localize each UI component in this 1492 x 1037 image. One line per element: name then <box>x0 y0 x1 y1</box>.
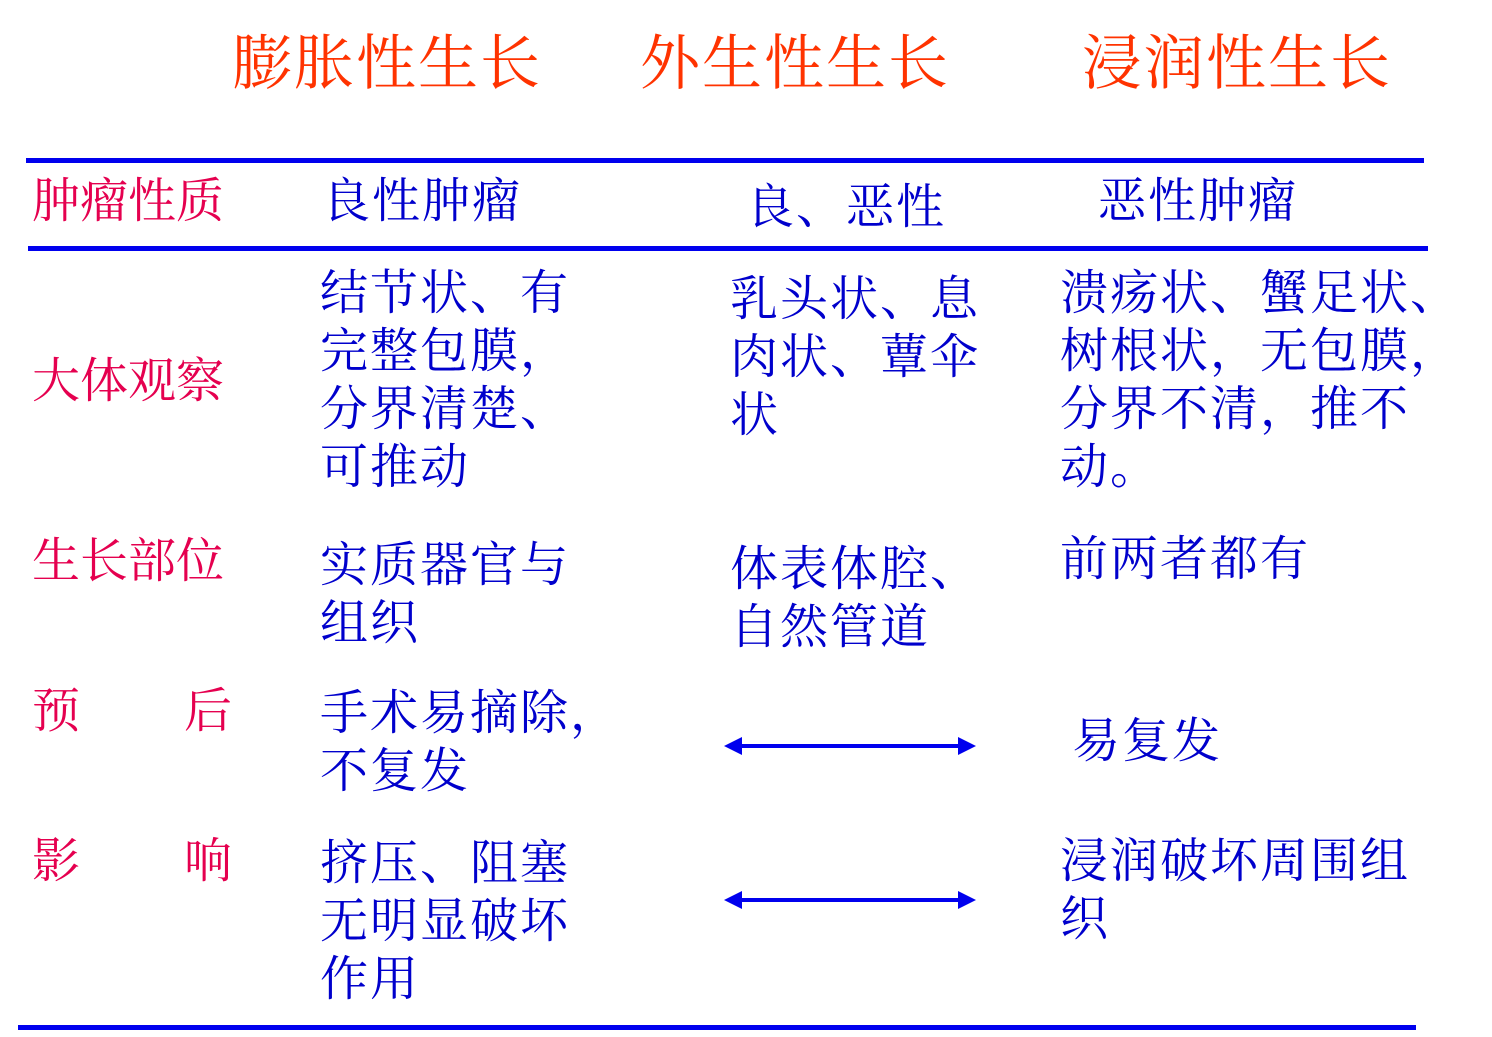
cell-impact-malignant: 浸润破坏周围组 织 <box>1060 833 1411 947</box>
title-infiltrative-growth: 浸润性生长 <box>1082 29 1392 99</box>
row-label-prognosis-char-1: 预 <box>32 683 81 739</box>
table-top-rule <box>26 158 1424 163</box>
header-bottom-rule <box>28 246 1428 251</box>
double-arrow-icon <box>724 888 976 912</box>
cell-site-exophytic: 体表体腔、 自然管道 <box>730 541 981 655</box>
row-label-gross-observation: 大体观察 <box>32 353 225 409</box>
cell-gross-exophytic: 乳头状、息 肉状、蕈伞 状 <box>730 271 981 443</box>
cell-gross-malignant: 溃疡状、蟹足状、 树根状，无包膜， 分界不清，推不 动。 <box>1060 265 1461 495</box>
header-benign-tumor: 良性肿瘤 <box>322 173 523 229</box>
table-bottom-rule <box>18 1025 1416 1030</box>
row-label-impact-char-1: 影 <box>32 833 81 889</box>
cell-impact-benign: 挤压、阻塞 无明显破坏 作用 <box>320 835 571 1007</box>
cell-prognosis-benign: 手术易摘除， 不复发 <box>320 685 621 799</box>
cell-gross-benign: 结节状、有 完整包膜， 分界清楚、 可推动 <box>320 265 571 495</box>
header-label-tumor-nature: 肿瘤性质 <box>32 173 225 229</box>
header-benign-malignant: 良、恶性 <box>746 179 947 235</box>
cell-prognosis-malignant: 易复发 <box>1072 713 1223 769</box>
title-expansive-growth: 膨胀性生长 <box>232 29 542 99</box>
cell-site-benign: 实质器官与 组织 <box>320 537 571 651</box>
row-label-growth-site: 生长部位 <box>32 533 225 589</box>
row-label-impact <box>32 832 232 890</box>
row-label-impact-char-2: 响 <box>183 833 232 889</box>
cell-site-malignant: 前两者都有 <box>1060 531 1311 587</box>
title-exophytic-growth: 外生性生长 <box>640 29 950 99</box>
row-label-prognosis <box>32 682 232 740</box>
row-label-prognosis-char-2: 后 <box>183 683 232 739</box>
header-malignant-tumor: 恶性肿瘤 <box>1098 173 1299 229</box>
double-arrow-icon <box>724 734 976 758</box>
